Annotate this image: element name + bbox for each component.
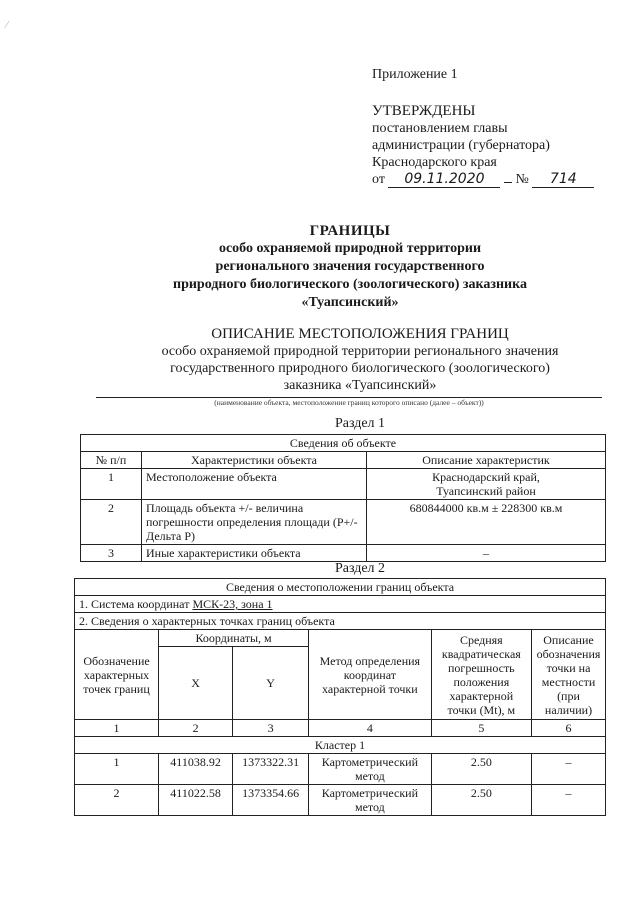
table-row	[75, 754, 606, 785]
number-label: №	[515, 172, 529, 187]
description-note: (наименование объекта, местоположение границ которого описано (далее – объект))	[214, 398, 484, 407]
column-header-method: Метод определения координат характерной точки	[309, 630, 432, 720]
table-row	[81, 500, 606, 545]
column-header-characteristic: Характеристики объекта	[142, 452, 367, 469]
point-error: 2.50	[431, 754, 531, 785]
approval-line-1: постановлением главы	[372, 121, 508, 136]
point-x: 411022.58	[159, 785, 233, 816]
column-header-location-desc: Описание обозначения точки на местности (при наличии)	[531, 630, 605, 720]
point-y: 1373354.66	[233, 785, 309, 816]
row-number: 1	[81, 469, 142, 500]
boundary-points-table	[74, 578, 606, 816]
column-number: 4	[309, 720, 432, 737]
description-heading: ОПИСАНИЕ МЕСТОПОЛОЖЕНИЯ ГРАНИЦ	[211, 326, 509, 342]
points-header: 2. Сведения о характерных точках границ объекта	[75, 613, 606, 630]
section-1-header: Сведения об объекте	[81, 435, 606, 452]
coordinate-system-label: 1. Система координат	[79, 597, 193, 611]
point-description: –	[531, 754, 605, 785]
approval-number: 714	[532, 172, 594, 188]
row-description: –	[367, 545, 606, 562]
row-description	[367, 469, 606, 500]
point-id: 1	[75, 754, 159, 785]
approval-date-line	[372, 171, 632, 188]
row-number: 3	[81, 545, 142, 562]
column-header-coordinates: Координаты, м	[159, 630, 309, 647]
title-line-4: «Туапсинский»	[301, 295, 399, 310]
appendix-label: Приложение 1	[372, 67, 458, 82]
column-numbers-row	[75, 720, 606, 737]
row-description: 680844000 кв.м ± 228300 кв.м	[367, 500, 606, 545]
column-number: 1	[75, 720, 159, 737]
row-characteristic: Иные характеристики объекта	[142, 545, 367, 562]
row-description-line-1: Краснодарский край,	[432, 470, 540, 484]
column-header-error: Средняя квадратическая погрешность положения характерной точки (Mt), м	[431, 630, 531, 720]
column-number: 2	[159, 720, 233, 737]
scan-mark: ⁄	[6, 20, 8, 31]
table-row	[81, 545, 606, 562]
point-y: 1373322.31	[233, 754, 309, 785]
column-number: 6	[531, 720, 605, 737]
approved-label: УТВЕРЖДЕНЫ	[372, 103, 476, 119]
section-2-header: Сведения о местоположении границ объекта	[75, 579, 606, 596]
object-info-table	[80, 434, 606, 562]
approval-date: 09.11.2020	[388, 172, 500, 188]
title-line-1: особо охраняемой природной территории	[218, 241, 482, 256]
column-header-x: X	[159, 647, 233, 720]
table-row	[81, 469, 606, 500]
row-description-line-2: Туапсинский район	[436, 484, 536, 498]
point-id: 2	[75, 785, 159, 816]
point-error: 2.50	[431, 785, 531, 816]
column-header-point: Обозначение характерных точек границ	[75, 630, 159, 720]
point-method: Картометрический метод	[309, 785, 432, 816]
description-block	[80, 326, 639, 394]
title-block	[60, 222, 639, 312]
coordinate-system-row	[75, 596, 606, 613]
section-2-label: Раздел 2	[334, 561, 386, 576]
row-number: 2	[81, 500, 142, 545]
approval-line-3: Краснодарского края	[372, 155, 497, 170]
point-method: Картометрический метод	[309, 754, 432, 785]
section-1-label: Раздел 1	[334, 416, 386, 431]
column-number: 5	[431, 720, 531, 737]
point-x: 411038.92	[159, 754, 233, 785]
column-header-number: № п/п	[81, 452, 142, 469]
title-line-3: природного биологического (зоологического) заказника	[173, 277, 527, 292]
title-heading: ГРАНИЦЫ	[309, 223, 391, 239]
description-line-2: государственного природного биологического (зоологического)	[170, 361, 550, 376]
cluster-label: Кластер 1	[75, 737, 606, 754]
approval-block	[372, 66, 632, 188]
row-characteristic: Местоположение объекта	[142, 469, 367, 500]
column-header-y: Y	[233, 647, 309, 720]
table-row	[75, 785, 606, 816]
approval-line-2: администрации (губернатора)	[372, 138, 550, 153]
coordinate-system-value: МСК-23, зона 1	[192, 597, 273, 611]
column-header-description: Описание характеристик	[367, 452, 606, 469]
description-line-1: особо охраняемой природной территории регионального значения	[161, 344, 559, 359]
title-line-2: регионального значения государственного	[215, 259, 485, 274]
row-characteristic: Площадь объекта +/- величина погрешности определения площади (Р+/- Дельта Р)	[142, 500, 367, 545]
point-description: –	[531, 785, 605, 816]
from-label: от	[372, 172, 385, 187]
description-line-3: заказника «Туапсинский»	[283, 378, 437, 393]
column-number: 3	[233, 720, 309, 737]
